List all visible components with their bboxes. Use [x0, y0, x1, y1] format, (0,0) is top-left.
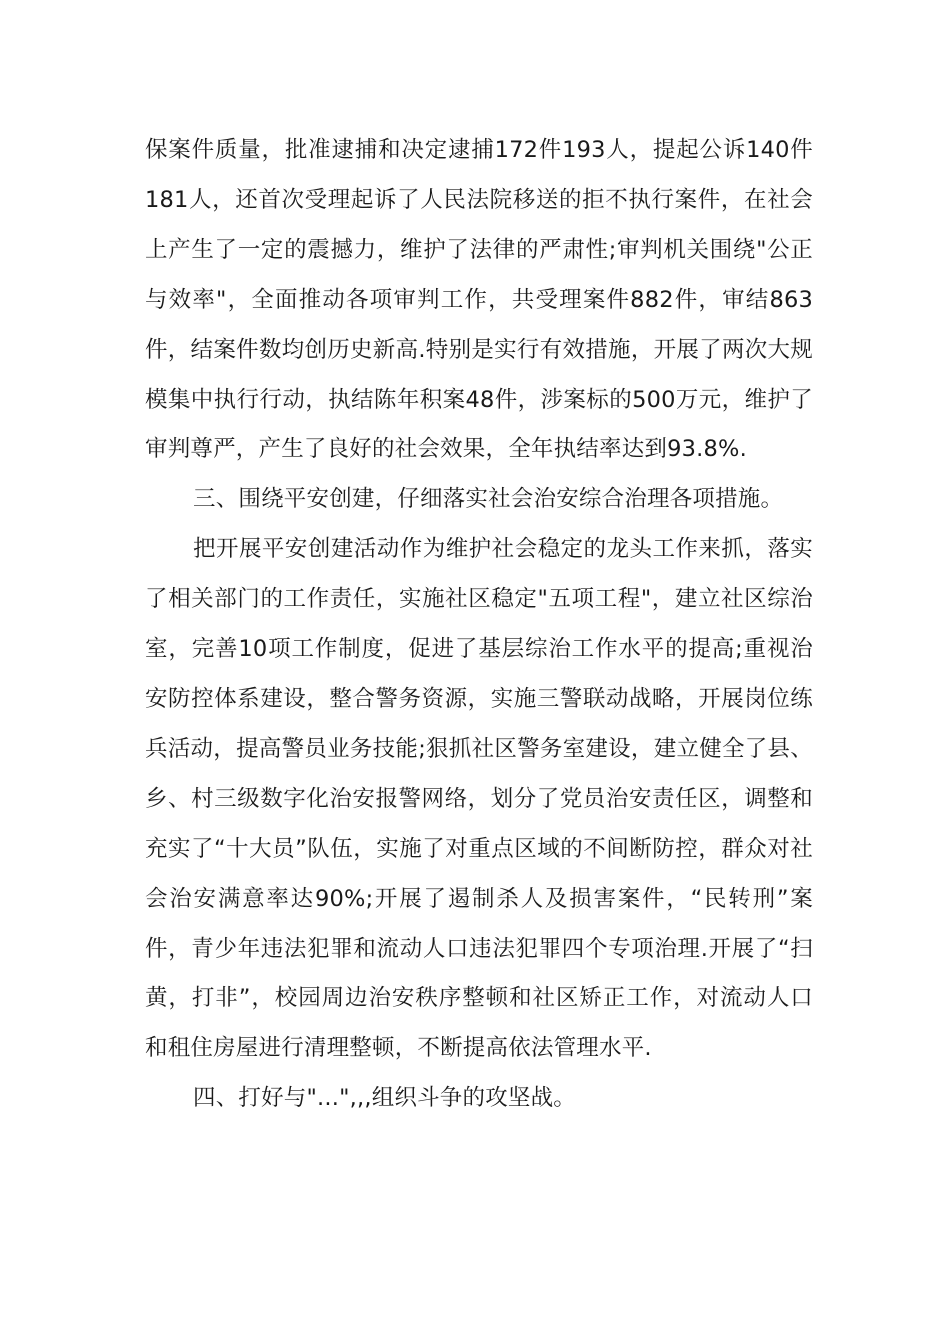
paragraph-safety-measures: 把开展平安创建活动作为维护社会稳定的龙头工作来抓，落实了相关部门的工作责任，实施社区稳定"五项工程"，建立社区综治室，完善10项工作制度，促进了基层综治工作水平的提高;重视治安防控体系建设，整合警务资源，实施三警联动战略，开展岗位练兵活动，提高警员业务技能;狠抓社区警务室建设，建立健全了县、乡、村三级数字化治安报警网络，划分了党员治安责任区，调整和充实了“十大员”队伍，实施了对重点区域的不间断防控，群众对社会治安满意率达90%;开展了遏制杀人及损害案件，“民转刑”案件，青少年违法犯罪和流动人口违法犯罪四个专项治理.开展了“扫黄，打非”，校园周边治安秩序整顿和社区矫正工作，对流动人口和租住房屋进行清理整顿，不断提高依法管理水平. — [145, 536, 813, 1062]
section-heading-four: 四、打好与"...",,,组织斗争的攻坚战。 — [193, 1085, 577, 1112]
paragraph-case-statistics: 保案件质量，批准逮捕和决定逮捕172件193人，提起公诉140件181人，还首次受理起诉了人民法院移送的拒不执行案件，在社会上产生了一定的震撼力，维护了法律的严肃性;审判机关围绕"公正与效率"，全面推动各项审判工作，共受理案件882件，审结863件，结案件数均创历史新高.特别是实行有效措施，开展了两次大规模集中执行行动，执结陈年积案48件，涉案标的500万元，维护了审判尊严，产生了良好的社会效果，全年执结率达到93.8%. — [145, 137, 813, 463]
document-body — [145, 126, 813, 1124]
section-heading-three: 三、围绕平安创建，仔细落实社会治安综合治理各项措施。 — [193, 486, 784, 513]
